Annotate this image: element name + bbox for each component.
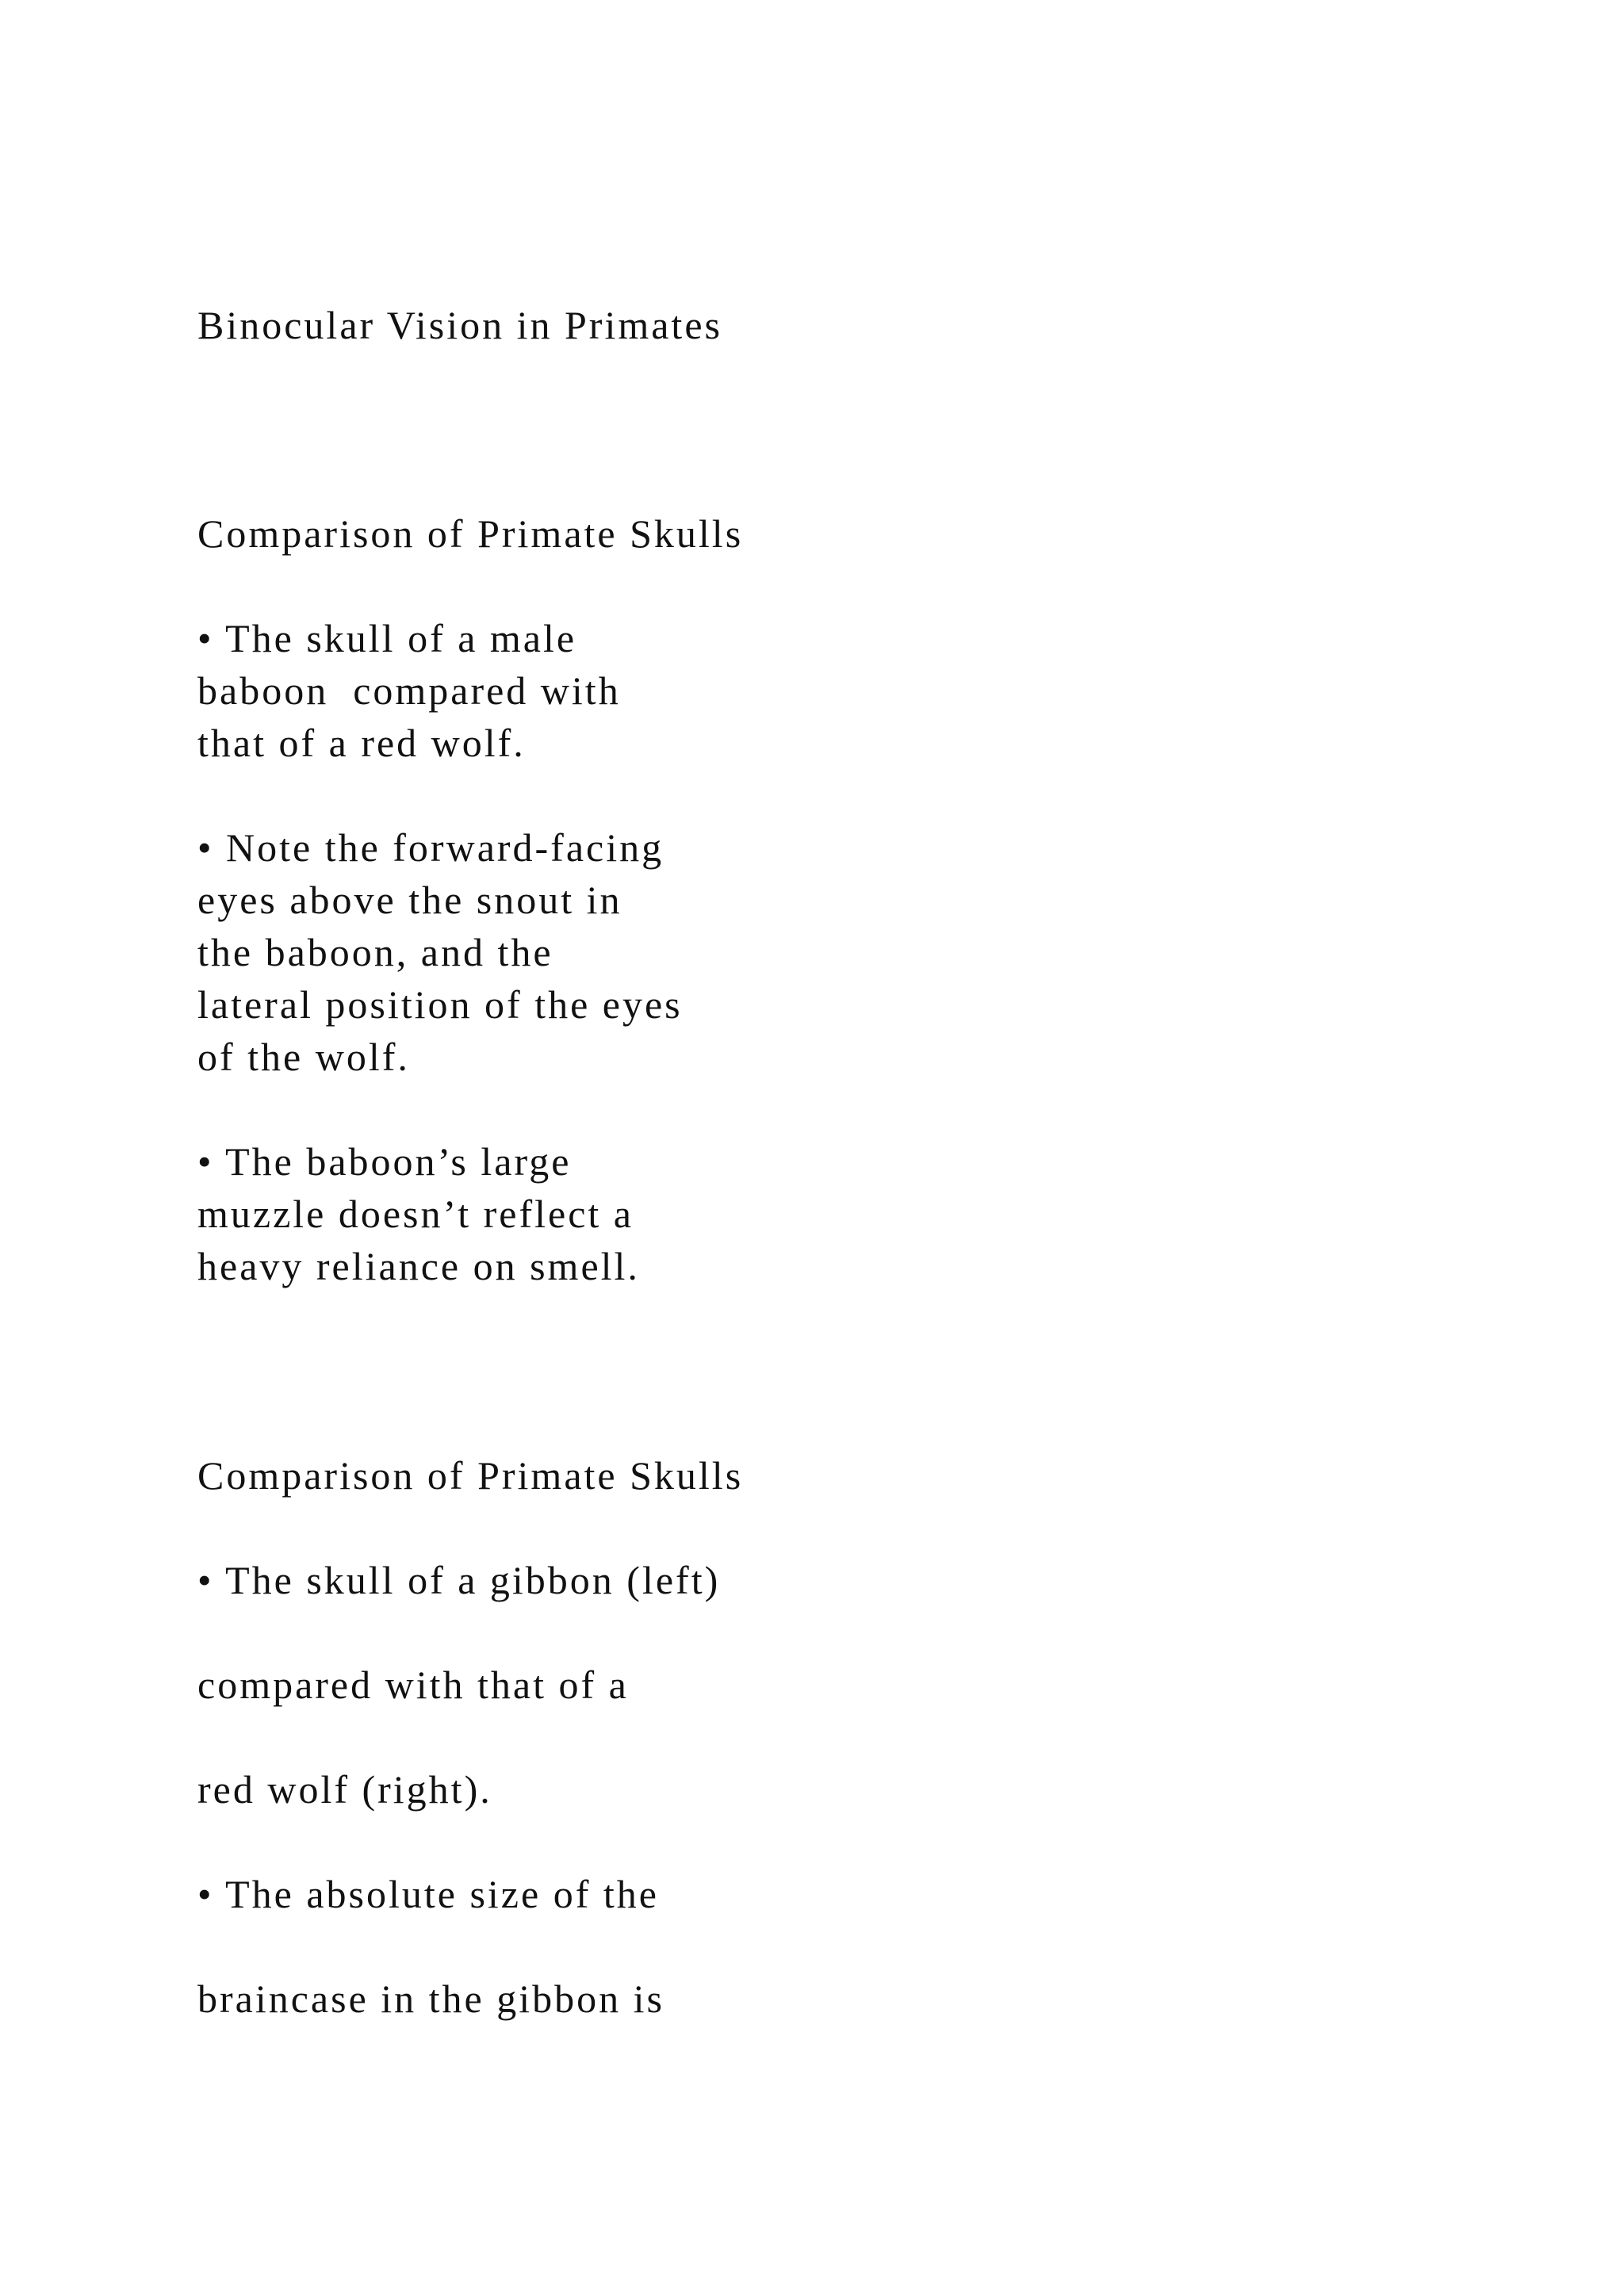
section-2-line: red wolf (right). <box>197 1767 492 1812</box>
section-2-line: compared with that of a <box>197 1663 629 1707</box>
section-1-line: of the wolf. <box>197 1035 410 1079</box>
section-1-line: • Note the forward-facing <box>197 825 665 870</box>
section-1-line: that of a red wolf. <box>197 721 526 765</box>
section-1-line: heavy reliance on smell. <box>197 1244 640 1288</box>
section-1-line: the baboon, and the <box>197 930 553 974</box>
section-1-line: muzzle doesn’t reflect a <box>197 1192 634 1236</box>
section-1-line: baboon compared with <box>197 668 621 713</box>
section-1-line: • The skull of a male <box>197 616 577 660</box>
section-1-heading: Comparison of Primate Skulls <box>197 511 744 556</box>
document-title: Binocular Vision in Primates <box>197 303 722 347</box>
section-2-line: braincase in the gibbon is <box>197 1976 665 2021</box>
section-2-line: • The skull of a gibbon (left) <box>197 1558 721 1602</box>
section-1-line: eyes above the snout in <box>197 878 622 922</box>
section-1-line: lateral position of the eyes <box>197 982 683 1027</box>
section-1-line: • The baboon’s large <box>197 1139 572 1184</box>
section-2-heading: Comparison of Primate Skulls <box>197 1453 744 1498</box>
section-2-line: • The absolute size of the <box>197 1872 659 1916</box>
